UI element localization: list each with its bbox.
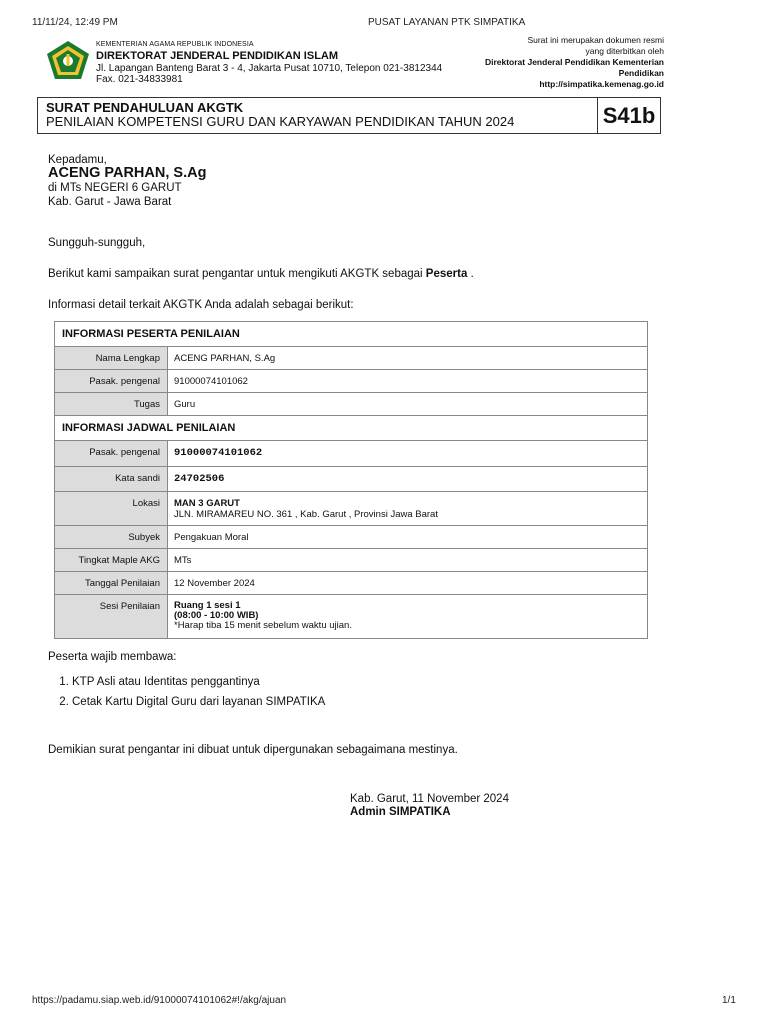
session-value — [168, 595, 648, 639]
letter-subtitle: PENILAIAN KOMPETENSI GURU DAN KARYAWAN PENDIDIKAN TAHUN 2024 — [46, 114, 515, 129]
letterhead-address: Jl. Lapangan Banteng Barat 3 - 4, Jakarta Pusat 10710, Telepon 021-3812344 — [96, 63, 443, 74]
bring-list — [48, 676, 325, 716]
row-value: Pengakuan Moral — [168, 526, 648, 549]
assessment-info-table — [54, 321, 648, 639]
list-item: 2. Cetak Kartu Digital Guru dari layanan SIMPATIKA — [72, 696, 325, 708]
document-code: S41b — [597, 98, 660, 133]
participant-id-value: 91000074101062 — [168, 441, 648, 467]
location-address: JLN. MIRAMAREU NO. 361 , Kab. Garut , Provinsi Jawa Barat — [174, 509, 438, 520]
closing-paragraph: Demikian surat pengantar ini dibuat untuk dipergunakan sebagaimana mestinya. — [48, 744, 458, 756]
directorate-name: DIREKTORAT JENDERAL PENDIDIKAN ISLAM — [96, 50, 339, 62]
table-row — [55, 347, 648, 370]
page-number: 1/1 — [722, 995, 736, 1006]
intro-role: Peserta — [425, 268, 468, 280]
recipient-name: ACENG PARHAN, S.Ag — [48, 165, 207, 181]
table-row — [55, 595, 648, 639]
row-label: Kata sandi — [55, 467, 168, 492]
row-label: Tingkat Maple AKG — [55, 549, 168, 572]
intro-suffix: . — [470, 268, 474, 280]
table-row — [55, 549, 648, 572]
letterhead-fax: Fax. 021-34833981 — [96, 74, 183, 85]
schedule-section-header: INFORMASI JADWAL PENILAIAN — [55, 416, 648, 441]
intro-prefix: Berikut kami sampaikan surat pengantar untuk mengikuti AKGTK sebagai — [48, 268, 423, 280]
salutation: Kepadamu, — [48, 154, 107, 166]
info-line: Informasi detail terkait AKGTK Anda adalah sebagai berikut: — [48, 299, 354, 311]
row-label: Sesi Penilaian — [55, 595, 168, 639]
place-date: Kab. Garut, 11 November 2024 — [350, 793, 509, 805]
session-room: Ruang 1 sesi 1 — [174, 600, 241, 611]
note-line: Pendidikan — [618, 68, 664, 78]
table-row — [55, 572, 648, 595]
row-label: Pasak. pengenal — [55, 441, 168, 467]
location-value — [168, 492, 648, 526]
table-row — [55, 467, 648, 492]
session-note: *Harap tiba 15 menit sebelum waktu ujian. — [174, 620, 352, 631]
table-row — [55, 441, 648, 467]
letterhead — [96, 39, 442, 85]
row-value: Guru — [168, 393, 648, 416]
greeting: Sungguh-sungguh, — [48, 237, 146, 249]
ministry-name: KEMENTERIAN AGAMA REPUBLIK INDONESIA — [96, 41, 254, 48]
letter-title: SURAT PENDAHULUAN AKGTK — [46, 100, 244, 115]
note-line: yang diterbitkan oleh — [585, 46, 664, 56]
recipient-school: di MTs NEGERI 6 GARUT — [48, 182, 182, 194]
note-url: http://simpatika.kemenag.go.id — [539, 79, 664, 89]
location-name: MAN 3 GARUT — [174, 498, 240, 509]
row-label: Lokasi — [55, 492, 168, 526]
password-value: 24702506 — [168, 467, 648, 492]
list-item: 1. KTP Asli atau Identitas penggantinya — [72, 676, 325, 688]
print-datetime: 11/11/24, 12:49 PM — [32, 17, 118, 28]
official-note — [434, 35, 664, 90]
bring-intro: Peserta wajib membawa: — [48, 651, 177, 663]
print-title: PUSAT LAYANAN PTK SIMPATIKA — [368, 17, 526, 28]
note-line: Direktorat Jenderal Pendidikan Kementerian — [484, 57, 664, 67]
row-label: Pasak. pengenal — [55, 370, 168, 393]
row-label: Tanggal Penilaian — [55, 572, 168, 595]
signature-block — [350, 793, 509, 819]
row-label: Subyek — [55, 526, 168, 549]
table-row — [55, 370, 648, 393]
session-time: (08:00 - 10:00 WIB) — [174, 610, 259, 621]
table-row — [55, 393, 648, 416]
recipient-region: Kab. Garut - Jawa Barat — [48, 196, 172, 208]
table-row — [55, 492, 648, 526]
participant-section-header: INFORMASI PESERTA PENILAIAN — [55, 322, 648, 347]
table-row — [55, 526, 648, 549]
row-value: ACENG PARHAN, S.Ag — [168, 347, 648, 370]
row-value: MTs — [168, 549, 648, 572]
row-label: Tugas — [55, 393, 168, 416]
note-line: Surat ini merupakan dokumen resmi — [527, 35, 664, 45]
row-value: 91000074101062 — [168, 370, 648, 393]
print-url: https://padamu.siap.web.id/91000074101062#!/akg/ajuan — [32, 995, 287, 1006]
title-box — [37, 97, 661, 134]
signer: Admin SIMPATIKA — [350, 806, 451, 818]
row-label: Nama Lengkap — [55, 347, 168, 370]
intro-paragraph — [48, 268, 474, 280]
ministry-logo-icon — [46, 40, 90, 80]
row-value: 12 November 2024 — [168, 572, 648, 595]
